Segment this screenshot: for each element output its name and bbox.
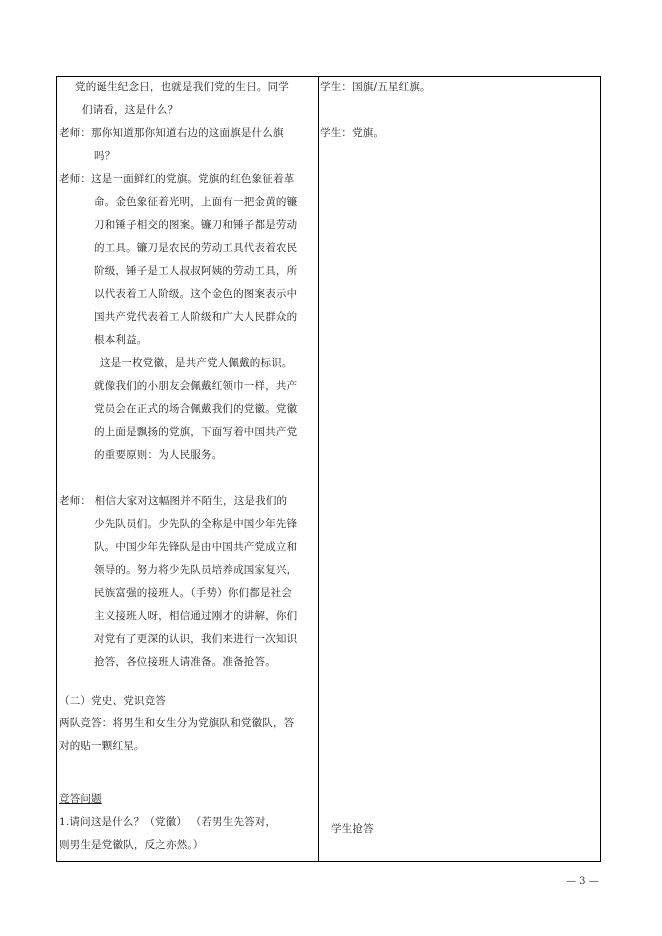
teacher-text: 少先队员们。少先队的全称是中国少年先锋 bbox=[94, 518, 298, 530]
teacher-text: 老师： 相信大家对这幅图并不陌生，这是我们的 bbox=[59, 495, 288, 507]
teacher-text: 阶级，锤子是工人叔叔阿姨的劳动工具，所 bbox=[94, 265, 298, 277]
question-item: 1.请问这是什么？（党徽） （若男生先答对， bbox=[59, 816, 277, 828]
competition-rules: 两队竞答：将男生和女生分为党旗队和党徽队，答 bbox=[59, 717, 295, 729]
questions-heading: 竞答问题 bbox=[59, 793, 102, 805]
student-response: 学生：国旗/五星红旗。 bbox=[320, 81, 431, 93]
teacher-text: 老师：这是一面鲜红的党旗。党旗的红色象征着革 bbox=[59, 173, 295, 185]
teacher-text: 吗？ bbox=[94, 150, 116, 162]
teacher-text: 根本利益。 bbox=[94, 334, 148, 346]
teacher-text: 的重要原则：为人民服务。 bbox=[94, 449, 223, 461]
teacher-text: 领导的。努力将少先队员培养成国家复兴， bbox=[94, 564, 298, 576]
teacher-text: 队。中国少年先锋队是由中国共产党成立和 bbox=[94, 541, 298, 553]
teacher-text: 的工具。镰刀是农民的劳动工具代表着农民 bbox=[94, 242, 298, 254]
student-response: 学生：党旗。 bbox=[320, 127, 385, 139]
teacher-text: 们请看，这是什么？ bbox=[82, 104, 179, 116]
teacher-text: 民族富强的接班人。（手势）你们都是社会 bbox=[94, 587, 293, 599]
section-title: （二）党史、党识竞答 bbox=[59, 695, 166, 707]
teacher-text: 主义接班人呀，相信通过刚才的讲解，你们 bbox=[94, 610, 298, 622]
student-response: 学生抢答 bbox=[331, 823, 374, 835]
teacher-text: 的上面是飘扬的党旗，下面写着中国共产党 bbox=[94, 426, 298, 438]
teacher-text: 这是一枚党徽，是共产党人佩戴的标识。 bbox=[100, 357, 293, 369]
competition-rules: 对的贴一颗红星。 bbox=[59, 740, 145, 752]
question-item: 则男生是党徽队，反之亦然。） bbox=[59, 839, 204, 851]
teacher-text: 国共产党代表着工人阶级和广大人民群众的 bbox=[94, 311, 298, 323]
page-number: — 3 — bbox=[566, 876, 599, 887]
teacher-text: 以代表着工人阶级。这个金色的图案表示中 bbox=[94, 288, 298, 300]
teacher-text: 刀和锤子相交的图案。镰刀和锤子都是劳动 bbox=[94, 219, 298, 231]
teacher-text: 抢答，各位接班人请准备。准备抢答。 bbox=[94, 656, 276, 668]
teacher-text: 党员会在正式的场合佩戴我们的党徽。党徽 bbox=[94, 403, 298, 415]
teacher-text: 党的诞生纪念日，也就是我们党的生日。同学 bbox=[75, 81, 289, 93]
teacher-text: 命。金色象征着光明，上面有一把金黄的镰 bbox=[94, 196, 298, 208]
column-divider bbox=[318, 77, 319, 861]
teacher-text: 就像我们的小朋友会佩戴红领巾一样，共产 bbox=[94, 380, 298, 392]
teacher-text: 对党有了更深的认识，我们来进行一次知识 bbox=[94, 633, 298, 645]
teacher-text: 老师：那你知道那你知道右边的这面旗是什么旗 bbox=[59, 127, 284, 139]
